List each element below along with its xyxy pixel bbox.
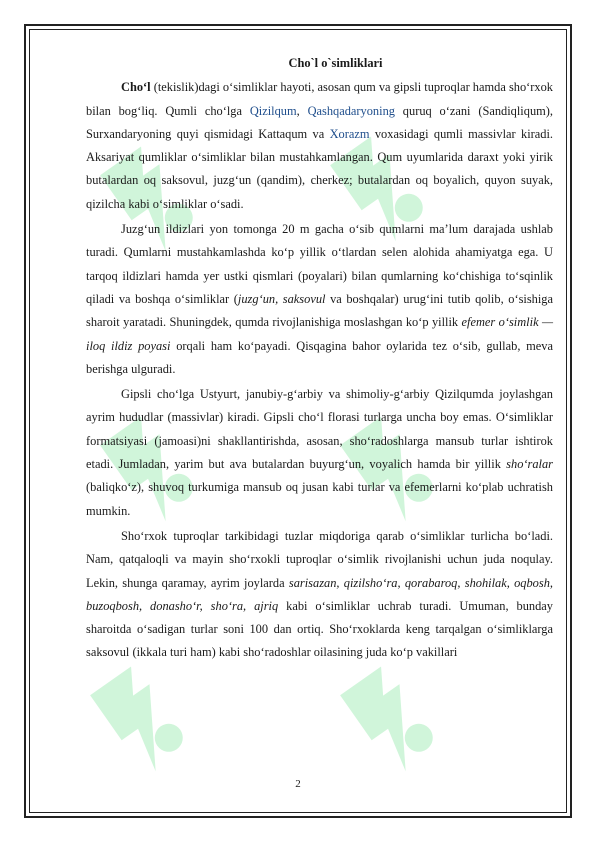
paragraph-1-text: (tekislik)dagi o‘simliklar hayoti, asosan qum va gipsli tuproqlar hamda sho‘rxok bilan bog‘liq. Qumli cho‘lga bbox=[86, 80, 553, 118]
italic-term: sho‘ralar bbox=[506, 457, 553, 472]
italic-term: sarisazan, qizilsho‘ra, qorabaroq, shohilak, oqbosh, buzoqbosh, donasho‘r, sho‘ra, ajriq bbox=[86, 575, 553, 613]
link-xorazm[interactable]: Xorazm bbox=[329, 126, 370, 141]
paragraph-2-text: orqali ham ko‘payadi. Qisqagina bahor oylarida tez o‘sib, gullab, meva berishga ulguradi. bbox=[86, 338, 553, 376]
paragraph-2-text: Juzg‘un ildizlari yon tomonga 20 m gacha o‘sib qumlarni ma’lum darajada ushlab turadi. Qumlarni mustahkamlashda ko‘p yillik o‘tlardan selen alohida ahamiyatga ega. U tarqoq ildizlari hamda yer ustki qismlari (poyalari) bilan qumlarning ko‘chishiga to‘sqinlik qiladi va boshqa o‘simliklar ( bbox=[86, 222, 553, 306]
paragraph-4-text: Sho‘rxok tuproqlar tarkibidagi tuzlar miqdoriga qarab o‘simliklar turlicha bo‘ladi. Nam, qatqaloqli va mayin sho‘rxokli tuproqlar o‘simlik rivojlanishi uchun juda noqulay. Lekin, shunga qaramay, ayrim joylarda bbox=[86, 528, 553, 590]
document-title: Cho`l o`simliklari bbox=[288, 56, 383, 70]
page-number: 2 bbox=[295, 778, 301, 790]
italic-term: juzg‘un, saksovul bbox=[237, 291, 326, 306]
paragraph-3-text: (baliqko‘z), shuvoq turkumiga mansub oq jusan kabi turlar va efemerlarni ko‘plab uchratish mumkin. bbox=[86, 480, 553, 518]
paragraph-1 bbox=[86, 76, 553, 216]
paragraph-1-text: , bbox=[296, 103, 308, 118]
document-body bbox=[86, 52, 553, 667]
paragraph-1-text: voxasidagi qumli massivlar kiradi. Aksariyat qumliklar o‘simliklar bilan mustahkamlangan. Qum uyumlarida daraxt yoki yirik butalardan oq saksovul, juzg‘un (qandim), cherkez; butalardan oq boyalich, quyon suyak, qizilcha kabi o‘simliklar o‘sadi. bbox=[86, 126, 553, 211]
link-qashqadaryo[interactable]: Qashqadaryoning bbox=[307, 103, 395, 118]
paragraph-4 bbox=[86, 525, 553, 665]
paragraph-4-text: kabi o‘simliklar uchrab turadi. Umuman, bunday sharoitda o‘sadigan turlar soni 100 dan ortiq. Sho‘rxoklarda keng tarqalgan o‘simliklarga saksovul (ikkala turi ham) kabi sho‘radoshlar oilasining juda ko‘p vakillari bbox=[86, 598, 553, 660]
paragraph-2-text: va boshqalar) urug‘ini tutib qolib, o‘sishiga sharoit yaratadi. Shuningdek, qumda rivojlanishiga moslashgan ko‘p yillik bbox=[86, 291, 554, 330]
paragraph-3-text: Gipsli cho‘lga Ustyurt, janubiy-g‘arbiy va shimoliy-g‘arbiy Qizilqumda joylashgan ayrim hududlar (massivlar) kiradi. Gipsli cho‘l florasi turlarga uncha boy emas. O‘simliklar formatsiyasi (jamoasi)ni shakllantirishda, asosan, sho‘radoshlarga mansub turlar ishtirok etadi. Jumladan, yarim but ava butalardan buyurg‘un, voyalich hamda bir yillik bbox=[86, 387, 553, 472]
paragraph-3 bbox=[86, 383, 553, 523]
link-qizilqum[interactable]: Qizilqum bbox=[249, 103, 297, 118]
italic-term: efemer o‘simlik — iloq ildiz poyasi bbox=[86, 315, 553, 353]
term-chol: Cho‘l bbox=[121, 80, 151, 95]
paragraph-1-text: quruq o‘zani (Sandiqliqum), Surxandaryoning quyi qismidagi Kattaqum va bbox=[86, 103, 554, 141]
paragraph-2 bbox=[86, 218, 553, 381]
